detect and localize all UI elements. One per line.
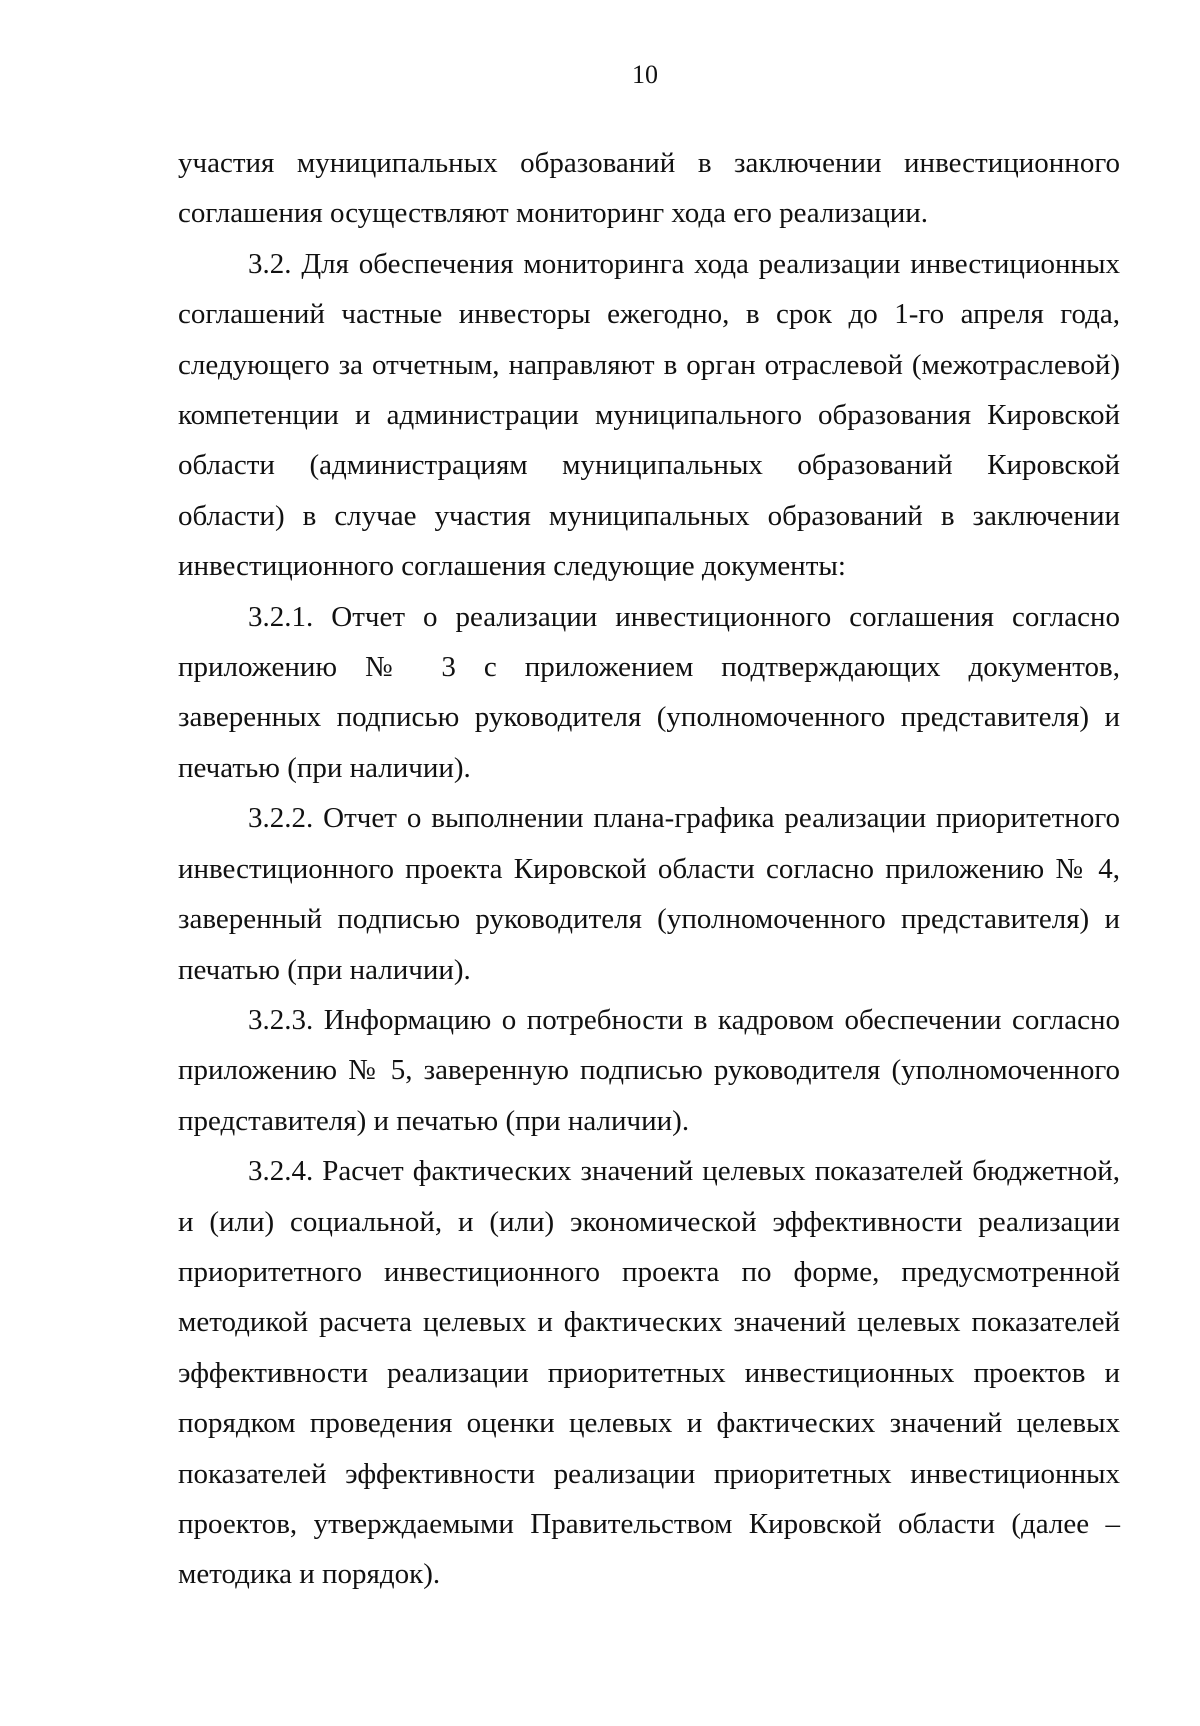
paragraph-3-2-1: 3.2.1. Отчет о реализации инвестиционного соглашения согласно приложению № 3 с приложением подтверждающих документов, заверенных подписью руководителя (уполномоченного представителя) и печатью (при наличии). <box>178 600 1120 784</box>
paragraph-3-2-4: 3.2.4. Расчет фактических значений целевых показателей бюджетной, и (или) социальной, и (или) экономической эффективности реализации приоритетного инвестиционного проекта по форме, предусмотренной методикой расчета целевых и фактических значений целевых показателей эффективности реализации приоритетных инвестиционных проектов и порядком проведения оценки целевых и фактических значений целевых показателей эффективности реализации приоритетных инвестиционных проектов, утверждаемыми Правительством Кировской области (далее – методика и порядок). <box>178 1155 1120 1591</box>
page-number: 10 <box>632 60 658 89</box>
paragraph-3-2-3: 3.2.3. Информацию о потребности в кадровом обеспечении согласно приложению № 5, заверенную подписью руководителя (уполномоченного представителя) и печатью (при наличии). <box>178 1003 1120 1137</box>
document-body <box>178 138 1120 1600</box>
paragraph-3-2-2: 3.2.2. Отчет о выполнении плана-графика реализации приоритетного инвестиционного проекта Кировской области согласно приложению № 4, заверенный подписью руководителя (уполномоченного представителя) и печатью (при наличии). <box>178 802 1120 986</box>
paragraph-continuation: участия муниципальных образований в заключении инвестиционного соглашения осуществляют мониторинг хода его реализации. <box>178 147 1120 230</box>
paragraph-3-2: 3.2. Для обеспечения мониторинга хода реализации инвестиционных соглашений частные инвесторы ежегодно, в срок до 1-го апреля года, следующего за отчетным, направляют в орган отраслевой (межотраслевой) компетенции и администрации муниципального образования Кировской области (администрациям муниципальных образований Кировской области) в случае участия муниципальных образований в заключении инвестиционного соглашения следующие документы: <box>178 247 1120 583</box>
